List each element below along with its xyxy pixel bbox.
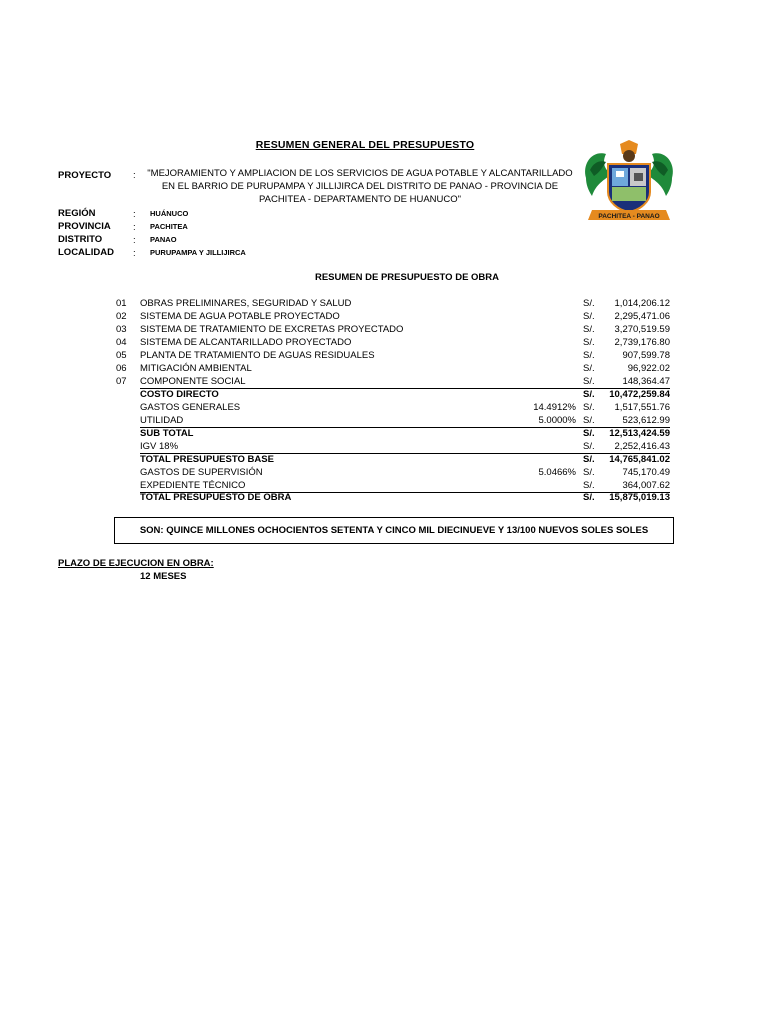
item-description: SISTEMA DE AGUA POTABLE PROYECTADO xyxy=(140,311,340,322)
province-value: PACHITEA xyxy=(150,222,188,231)
item-description: MITIGACIÓN AMBIENTAL xyxy=(140,363,252,374)
summary-row-igv xyxy=(0,440,768,453)
item-currency: S/. xyxy=(583,376,595,387)
summary-row-total-presupuesto-base xyxy=(0,453,768,466)
budget-item-row xyxy=(0,297,768,310)
summary-percentage: 5.0466% xyxy=(538,467,576,478)
summary-amount: 12,513,424.59 xyxy=(609,428,670,439)
summary-percentage: 14.4912% xyxy=(533,402,576,413)
summary-currency: S/. xyxy=(583,492,595,503)
summary-label: TOTAL PRESUPUESTO BASE xyxy=(140,454,274,465)
budget-item-row xyxy=(0,375,768,388)
summary-amount: 14,765,841.02 xyxy=(609,454,670,465)
item-amount: 148,364.47 xyxy=(622,376,670,387)
item-amount: 907,599.78 xyxy=(622,350,670,361)
budget-item-row xyxy=(0,349,768,362)
item-description: SISTEMA DE TRATAMIENTO DE EXCRETAS PROYECTADO xyxy=(140,324,404,335)
project-description: "MEJORAMIENTO Y AMPLIACION DE LOS SERVICIOS DE AGUA POTABLE Y ALCANTARILLADO EN EL BARRIO DE PURUPAMPA Y JILLIJIRCA DEL DISTRITO DE PANAO - PROVINCIA DE PACHITEA - DEPARTAMENTO DE HUANUCO" xyxy=(147,168,573,205)
summary-row-sub-total xyxy=(0,427,768,440)
item-number: 01 xyxy=(116,298,127,309)
summary-currency: S/. xyxy=(583,415,595,426)
budget-item-row xyxy=(0,336,768,349)
item-number: 06 xyxy=(116,363,127,374)
item-amount: 2,739,176.80 xyxy=(614,337,670,348)
locality-value: PURUPAMPA Y JILLIJIRCA xyxy=(150,248,246,257)
summary-row-gastos-supervision xyxy=(0,466,768,479)
district-label: DISTRITO xyxy=(58,234,103,245)
summary-currency: S/. xyxy=(583,480,595,491)
municipality-crest-logo xyxy=(582,140,676,224)
summary-currency: S/. xyxy=(583,428,595,439)
item-number: 07 xyxy=(116,376,127,387)
item-amount: 3,270,519.59 xyxy=(614,324,670,335)
budget-summary-subtitle: RESUMEN DE PRESUPUESTO DE OBRA xyxy=(314,272,500,283)
summary-row-costo-directo xyxy=(0,388,768,401)
item-currency: S/. xyxy=(583,350,595,361)
summary-row-gastos-generales xyxy=(0,401,768,414)
district-colon: : xyxy=(133,235,136,246)
region-colon: : xyxy=(133,209,136,220)
item-currency: S/. xyxy=(583,324,595,335)
crest-ribbon-text: PACHITEA - PANAO xyxy=(598,213,660,220)
document-title: RESUMEN GENERAL DEL PRESUPUESTO xyxy=(255,139,475,151)
summary-currency: S/. xyxy=(583,402,595,413)
summary-currency: S/. xyxy=(583,441,595,452)
item-description: PLANTA DE TRATAMIENTO DE AGUAS RESIDUALES xyxy=(140,350,375,361)
item-number: 05 xyxy=(116,350,127,361)
summary-label: GASTOS DE SUPERVISIÓN xyxy=(140,467,263,478)
item-description: COMPONENTE SOCIAL xyxy=(140,376,246,387)
item-number: 04 xyxy=(116,337,127,348)
locality-label: LOCALIDAD xyxy=(58,247,114,258)
budget-item-row xyxy=(0,362,768,375)
summary-currency: S/. xyxy=(583,389,595,400)
execution-period-label: PLAZO DE EJECUCION EN OBRA: xyxy=(58,558,214,569)
district-value: PANAO xyxy=(150,235,177,244)
region-label: REGIÓN xyxy=(58,208,96,219)
summary-label: IGV 18% xyxy=(140,441,179,452)
item-currency: S/. xyxy=(583,311,595,322)
summary-label: COSTO DIRECTO xyxy=(140,389,219,400)
item-currency: S/. xyxy=(583,298,595,309)
execution-period-value: 12 MESES xyxy=(140,571,187,582)
summary-amount: 364,007.62 xyxy=(622,480,670,491)
summary-row-utilidad xyxy=(0,414,768,427)
item-amount: 96,922.02 xyxy=(627,363,670,374)
province-label: PROVINCIA xyxy=(58,221,111,232)
summary-amount: 1,517,551.76 xyxy=(614,402,670,413)
item-amount: 1,014,206.12 xyxy=(614,298,670,309)
item-description: SISTEMA DE ALCANTARILLADO PROYECTADO xyxy=(140,337,352,348)
summary-amount: 10,472,259.84 xyxy=(609,389,670,400)
province-colon: : xyxy=(133,222,136,233)
summary-label: EXPEDIENTE TÉCNICO xyxy=(140,480,246,491)
summary-currency: S/. xyxy=(583,454,595,465)
item-amount: 2,295,471.06 xyxy=(614,311,670,322)
item-currency: S/. xyxy=(583,337,595,348)
region-value: HUÁNUCO xyxy=(150,209,189,218)
summary-amount: 745,170.49 xyxy=(622,467,670,478)
summary-row-total-presupuesto-obra xyxy=(0,491,768,504)
summary-currency: S/. xyxy=(583,467,595,478)
summary-label: UTILIDAD xyxy=(140,415,184,426)
summary-amount: 15,875,019.13 xyxy=(609,492,670,503)
item-currency: S/. xyxy=(583,363,595,374)
item-description: OBRAS PRELIMINARES, SEGURIDAD Y SALUD xyxy=(140,298,352,309)
budget-item-row xyxy=(0,323,768,336)
item-number: 03 xyxy=(116,324,127,335)
item-number: 02 xyxy=(116,311,127,322)
project-label: PROYECTO xyxy=(58,170,112,181)
summary-label: SUB TOTAL xyxy=(140,428,194,439)
summary-label: TOTAL PRESUPUESTO DE OBRA xyxy=(140,492,292,503)
project-colon: : xyxy=(133,170,136,181)
amount-in-words-box: SON: QUINCE MILLONES OCHOCIENTOS SETENTA Y CINCO MIL DIECINUEVE Y 13/100 NUEVOS SOLES SOLES xyxy=(114,517,674,544)
summary-percentage: 5.0000% xyxy=(538,415,576,426)
summary-amount: 2,252,416.43 xyxy=(614,441,670,452)
budget-item-row xyxy=(0,310,768,323)
summary-label: GASTOS GENERALES xyxy=(140,402,241,413)
summary-amount: 523,612.99 xyxy=(622,415,670,426)
locality-colon: : xyxy=(133,248,136,259)
